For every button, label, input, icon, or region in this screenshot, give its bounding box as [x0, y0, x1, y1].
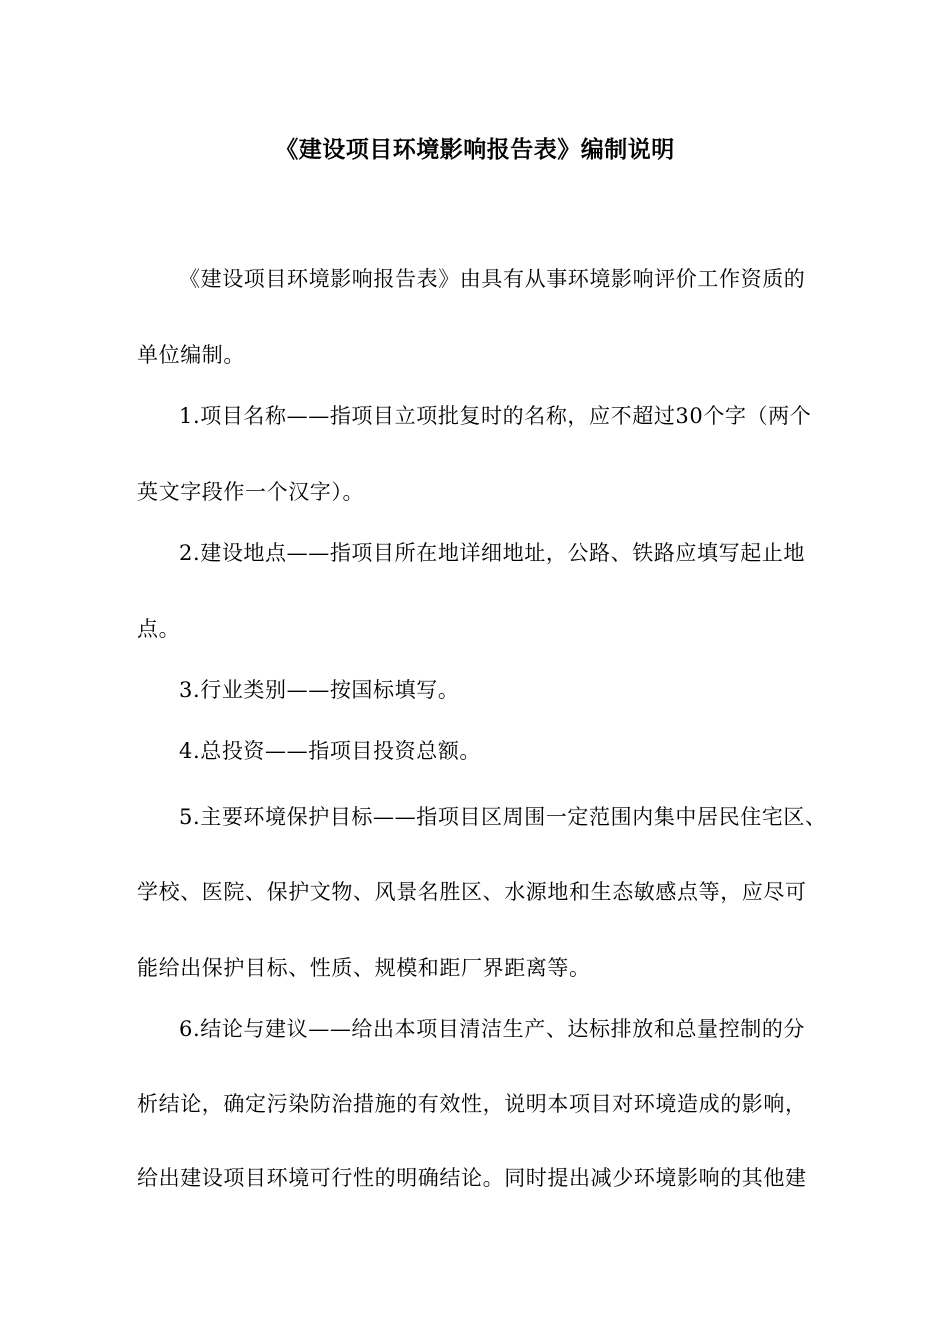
item-1-line-2: 英文字段作一个汉字）。: [137, 480, 365, 504]
item-6-line-1: 6.结论与建议——给出本项目清洁生产、达标排放和总量控制的分: [179, 1017, 806, 1041]
item-5-line-2: 学校、医院、保护文物、风景名胜区、水源地和生态敏感点等，应尽可: [137, 880, 807, 904]
item-3-line: 3.行业类别——按国标填写。: [179, 678, 460, 702]
intro-line-2: 单位编制。: [137, 343, 245, 367]
item-5-line-1: 5.主要环境保护目标——指项目区周围一定范围内集中居民住宅区、: [179, 805, 827, 829]
item-4-line: 4.总投资——指项目投资总额。: [179, 739, 482, 763]
item-5-line-3: 能给出保护目标、性质、规模和距厂界距离等。: [137, 956, 591, 980]
item-6-line-2: 析结论，确定污染防治措施的有效性，说明本项目对环境造成的影响，: [137, 1092, 807, 1116]
item-6-line-3: 给出建设项目环境可行性的明确结论。同时提出减少环境影响的其他建: [137, 1166, 807, 1190]
item-2-line-1: 2.建设地点——指项目所在地详细地址，公路、铁路应填写起止地: [179, 541, 806, 565]
item-1-line-1: 1.项目名称——指项目立项批复时的名称，应不超过30个字（两个: [179, 404, 812, 428]
item-2-line-2: 点。: [137, 617, 181, 641]
document-title: 《建设项目环境影响报告表》编制说明: [275, 137, 675, 163]
intro-line-1: 《建设项目环境影响报告表》由具有从事环境影响评价工作资质的: [179, 267, 806, 291]
